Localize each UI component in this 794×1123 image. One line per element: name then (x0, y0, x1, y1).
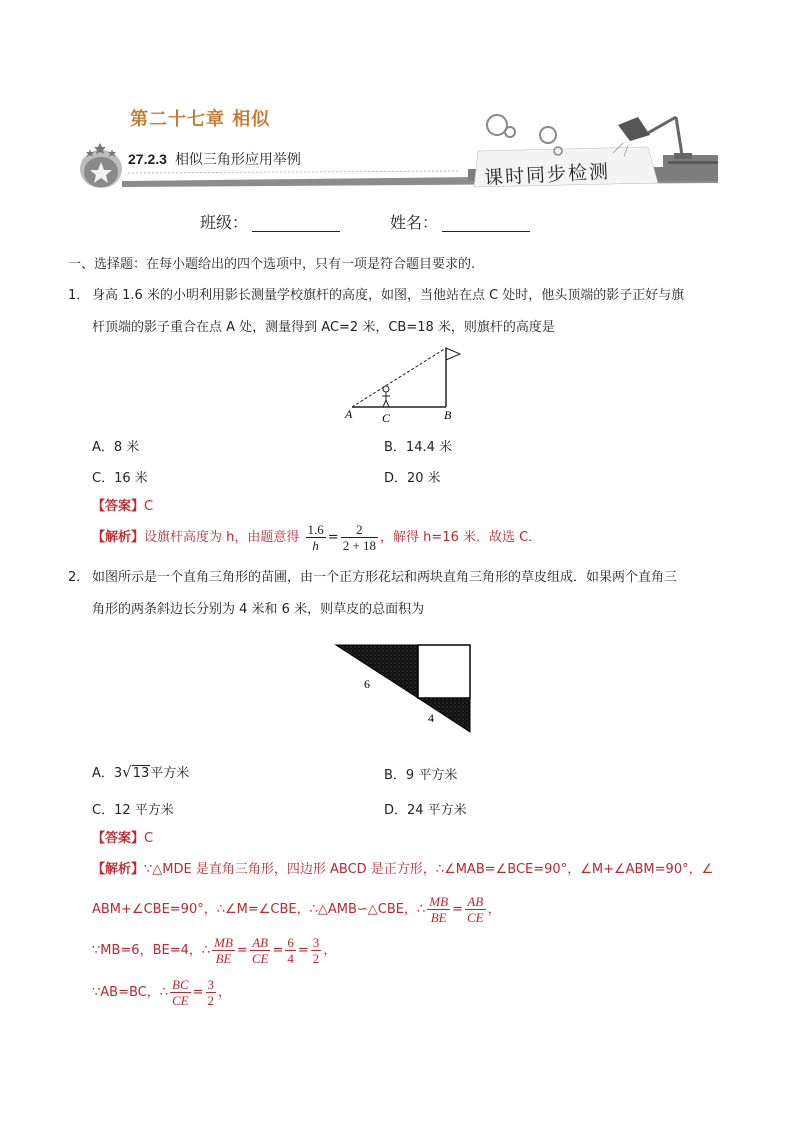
q1-option-d[interactable]: D．20 米 (384, 471, 441, 486)
q2-option-b[interactable]: B．9 平方米 (384, 768, 458, 783)
name-label: 姓名： (390, 213, 439, 232)
hypotenuse-4-label: 4 (428, 711, 434, 725)
point-c-label: C (382, 411, 391, 425)
section-instructions: 一、选择题：在每小题给出的四个选项中，只有一项是符合题目要求的. (68, 257, 476, 272)
banner-title: 课时同步检测 (483, 160, 611, 190)
q2-option-d[interactable]: D．24 平方米 (384, 803, 467, 818)
star-badge-icon (80, 143, 122, 188)
name-field (390, 210, 530, 233)
q1-flagpole-figure (342, 344, 467, 426)
name-blank[interactable] (442, 215, 530, 232)
chapter-title: 第二十七章 相似 (130, 109, 271, 130)
q2-analysis-line4: ∵AB=BC，∴ $\frac{BC}{CE}$ = $\frac{3}{2}$ ， (92, 977, 232, 1008)
q2-analysis-line1: 【解析】∵△MDE 是直角三角形，四边形 ABCD 是正方形，∴∠MAB=∠BCE=90°，∠M+∠ABM=90°，∠ (92, 862, 714, 877)
q1-line1: 身高 1.6 米的小明利用影长测量学校旗杆的高度，如图，当他站在点 C 处时，他头顶端的影子正好与旗 (92, 288, 685, 303)
q2-number: 2． (68, 570, 90, 585)
section-title (128, 149, 301, 169)
class-field (200, 210, 340, 233)
section-number: 27.2.3 (128, 151, 167, 167)
q1-answer-value: C (144, 499, 154, 514)
q1-option-b[interactable]: B．14.4 米 (384, 440, 452, 455)
q1-number: 1． (68, 288, 90, 303)
q1-answer-label: 【答案】 (92, 499, 145, 514)
hypotenuse-6-label: 6 (364, 677, 370, 691)
q1-option-a[interactable]: A．8 米 (92, 440, 140, 455)
q2-option-c[interactable]: C．12 平方米 (92, 803, 174, 818)
q2-garden-figure (330, 642, 480, 737)
q1-answer (92, 497, 153, 517)
q1-option-c[interactable]: C．16 米 (92, 471, 148, 486)
q1-analysis-text-b: ，解得 h=16 米．故选 C． (380, 530, 542, 545)
section-name: 相似三角形应用举例 (174, 152, 301, 168)
q2-answer-value: C (144, 831, 154, 846)
q1-analysis-label: 【解析】 (92, 530, 145, 545)
class-label: 班级： (200, 213, 249, 232)
q1-fraction-1: $\frac{1.6}{h}$ (307, 522, 324, 553)
q2-option-a[interactable]: A．3√13平方米 (92, 763, 190, 781)
q1-analysis: 【解析】设旗杆高度为 h，由题意得 $\frac{1.6}{h}$ = $\frac{2}{2 + 18}$ ，解得 h=16 米．故选 C． (92, 522, 542, 553)
q1-analysis-text-a: 设旗杆高度为 h，由题意得 (144, 530, 300, 545)
q2-answer-label: 【答案】 (92, 831, 145, 846)
q2-line2: 角形的两条斜边长分别为 4 米和 6 米，则草皮的总面积为 (92, 602, 425, 617)
q2-answer (92, 829, 153, 849)
point-a-label: A (345, 407, 353, 421)
q2-line1: 如图所示是一个直角三角形的苗圃，由一个正方形花坛和两块直角三角形的草皮组成．如果两个直角三 (92, 570, 678, 585)
q2-analysis-line3: ∵MB=6，BE=4，∴ $\frac{MB}{BE}$ = $\frac{AB}{CE}$ = $\frac{6}{4}$ = $\frac{3}{2}$ ， (92, 935, 337, 966)
q2-analysis-line2: ABM+∠CBE=90°，∴∠M=∠CBE，∴△AMB∽△CBE，∴ $\frac{MB}{BE}$ = $\frac{AB}{CE}$ ， (92, 894, 501, 925)
class-blank[interactable] (252, 215, 340, 232)
point-b-label: B (444, 408, 452, 422)
q1-fraction-2: $\frac{2}{2 + 18}$ (342, 522, 377, 553)
q1-line2: 杆顶端的影子重合在点 A 处，测量得到 AC=2 米，CB=18 米，则旗杆的高度是 (92, 320, 555, 335)
